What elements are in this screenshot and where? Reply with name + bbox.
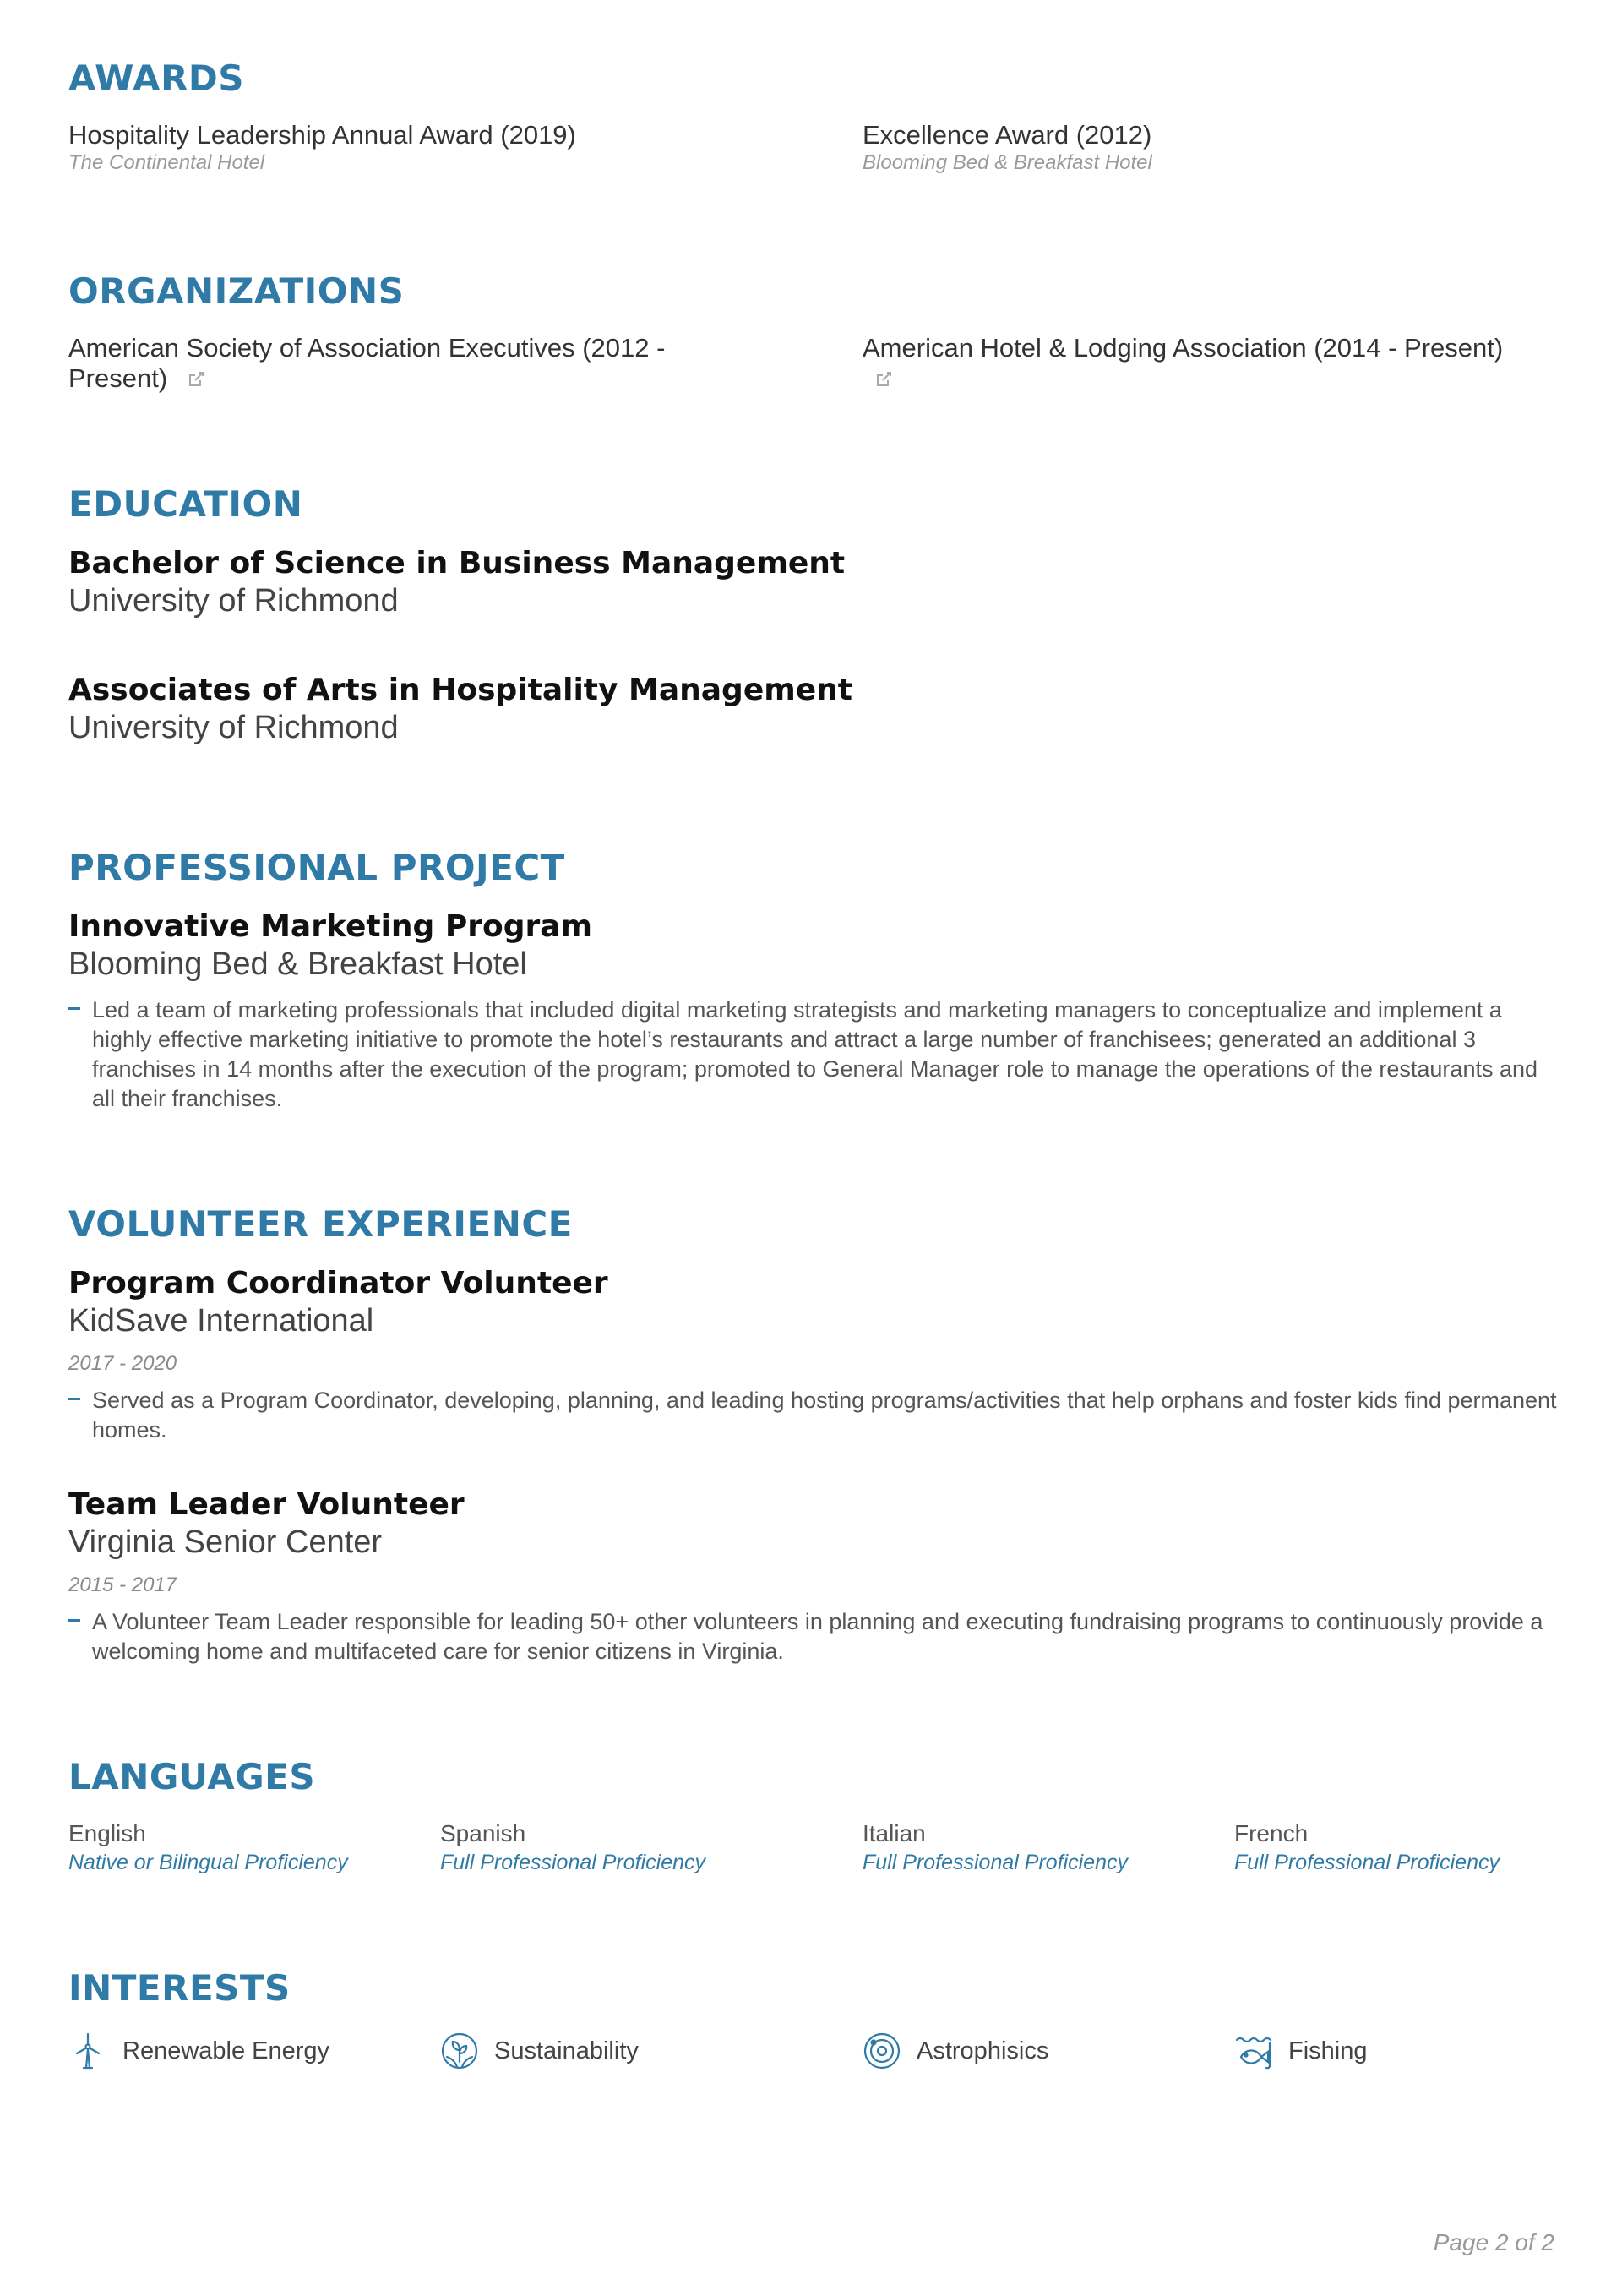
award-issuer: Blooming Bed & Breakfast Hotel <box>863 151 1152 174</box>
language-name: French <box>1234 1820 1309 1846</box>
language-level: Full Professional Proficiency <box>440 1851 706 1874</box>
bullet-text: A Volunteer Team Leader responsible for leading 50+ other volunteers in planning and executing fundraising programs to continuously provide a welcoming home and multifaceted care for senior citizens in Virginia. <box>92 1609 1543 1664</box>
languages-heading: LANGUAGES <box>68 1756 316 1797</box>
volunteer-dates: 2017 - 2020 <box>68 1352 177 1375</box>
interest-label: Renewable Energy <box>122 2037 330 2064</box>
language-level: Native or Bilingual Proficiency <box>68 1851 348 1874</box>
external-link-icon[interactable] <box>874 365 893 395</box>
organization-item <box>863 333 1589 395</box>
language-name: Italian <box>863 1820 926 1846</box>
interest-item <box>440 2031 639 2070</box>
volunteer-bullet <box>68 1386 1564 1445</box>
school-name: University of Richmond <box>68 710 399 745</box>
organizations-heading: ORGANIZATIONS <box>68 270 405 312</box>
award-name: Hospitality Leadership Annual Award (2019) <box>68 120 576 150</box>
fish-icon <box>1234 2031 1273 2070</box>
bullet-dash <box>68 1619 80 1622</box>
organization-name: American Hotel & Lodging Association (2014 - Present) <box>863 333 1504 363</box>
bullet-text: Served as a Program Coordinator, developing, planning, and leading hosting programs/activities that help orphans and foster kids find permanent homes. <box>92 1388 1557 1442</box>
project-bullet <box>68 995 1564 1114</box>
bullet-dash <box>68 1007 80 1010</box>
language-level: Full Professional Proficiency <box>1234 1851 1500 1874</box>
degree-title: Associates of Arts in Hospitality Management <box>68 673 853 707</box>
orbit-icon <box>863 2031 901 2070</box>
organization-name-cont: Present) <box>68 363 168 393</box>
project-name: Innovative Marketing Program <box>68 909 593 944</box>
volunteer-role: Program Coordinator Volunteer <box>68 1266 608 1301</box>
language-level: Full Professional Proficiency <box>863 1851 1129 1874</box>
interest-item <box>863 2031 1048 2070</box>
school-name: University of Richmond <box>68 583 399 619</box>
award-issuer: The Continental Hotel <box>68 151 265 174</box>
volunteer-org: Virginia Senior Center <box>68 1524 383 1560</box>
volunteer-dates: 2015 - 2017 <box>68 1573 177 1596</box>
interest-label: Astrophisics <box>917 2037 1049 2064</box>
external-link-icon[interactable] <box>187 365 205 395</box>
volunteer-role: Team Leader Volunteer <box>68 1487 465 1522</box>
wind-turbine-icon <box>68 2031 107 2070</box>
education-heading: EDUCATION <box>68 483 303 525</box>
page-number: Page 2 of 2 <box>1433 2229 1554 2255</box>
interest-item <box>68 2031 329 2070</box>
interest-label: Sustainability <box>494 2037 639 2064</box>
bullet-text: Led a team of marketing professionals that included digital marketing strategists and marketing managers to conceptualize and implement a highly effective marketing initiative to promote the hotel’s restaurants and attract a large number of franchisees; generated an additional 3 franchises in 14 months after the execution of the program; promoted to General Manager role to manage the operations of the restaurants and all their franchises. <box>92 997 1538 1111</box>
volunteer-org: KidSave International <box>68 1303 374 1339</box>
interest-item <box>1234 2031 1368 2070</box>
project-heading: PROFESSIONAL PROJECT <box>68 847 565 888</box>
interest-label: Fishing <box>1288 2037 1368 2064</box>
project-org: Blooming Bed & Breakfast Hotel <box>68 946 527 982</box>
bullet-dash <box>68 1398 80 1400</box>
organization-item <box>68 333 795 395</box>
organization-name: American Society of Association Executives (2012 - <box>68 333 666 363</box>
globe-leaf-icon <box>440 2031 479 2070</box>
awards-heading: AWARDS <box>68 57 245 99</box>
degree-title: Bachelor of Science in Business Management <box>68 546 846 581</box>
volunteer-bullet <box>68 1607 1564 1666</box>
interests-heading: INTERESTS <box>68 1967 291 2009</box>
award-name: Excellence Award (2012) <box>863 120 1152 150</box>
volunteer-heading: VOLUNTEER EXPERIENCE <box>68 1203 573 1245</box>
language-name: English <box>68 1820 146 1846</box>
language-name: Spanish <box>440 1820 526 1846</box>
